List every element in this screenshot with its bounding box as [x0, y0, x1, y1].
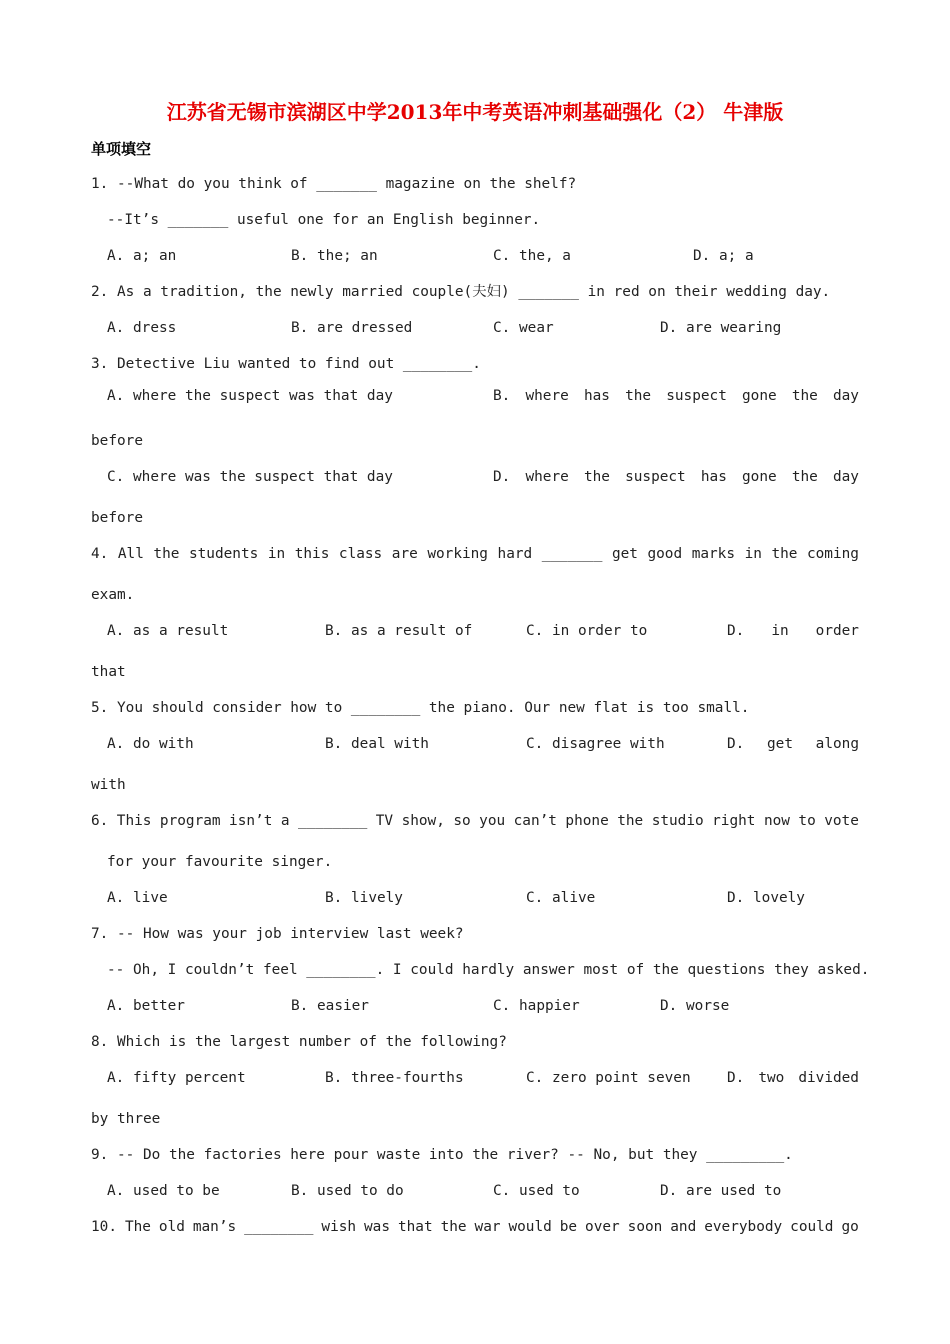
- word: are: [391, 546, 418, 562]
- word: man’s: [192, 1219, 237, 1235]
- word: This: [116, 813, 152, 829]
- question-1-line-2: --It’s _______ useful one for an English beginner.: [107, 212, 541, 228]
- word: the: [625, 388, 652, 404]
- question-3-option-c: C. where was the suspect that day: [107, 469, 393, 485]
- word: students: [188, 546, 259, 562]
- question-6-option-b: B. lively: [325, 890, 403, 906]
- word: isn’t: [229, 813, 273, 829]
- question-1-option-d: D. a; a: [693, 248, 754, 264]
- question-4-option-d: [727, 621, 859, 641]
- word: along: [815, 736, 859, 752]
- word: the: [583, 469, 610, 485]
- word: so: [453, 813, 471, 829]
- question-1-option-a: A. a; an: [107, 248, 177, 264]
- question-5-option-d: [727, 734, 859, 754]
- question-7-option-d: D. worse: [660, 998, 730, 1014]
- word: this: [294, 546, 330, 562]
- question-9-option-a: A. used to be: [107, 1183, 220, 1199]
- question-7-line-2: -- Oh, I couldn’t feel ________. I could hardly answer most of the questions they asked.: [107, 962, 870, 978]
- question-3-stem: 3. Detective Liu wanted to find out ________.: [91, 356, 481, 372]
- word: program: [159, 813, 221, 829]
- question-3-option-d-continued: before: [91, 510, 143, 526]
- word: order: [815, 623, 859, 639]
- question-1-stem: 1. --What do you think of _______ magazine on the shelf?: [91, 176, 577, 192]
- word: 10.: [91, 1219, 117, 1235]
- word: phone: [565, 813, 609, 829]
- question-2-stem: 2. As a tradition, the newly married couple(夫妇) _______ in red on their wedding day.: [91, 284, 831, 300]
- word: where: [525, 469, 569, 485]
- word: the: [440, 1219, 467, 1235]
- word: vote: [824, 813, 859, 829]
- question-5-option-a: A. do with: [107, 736, 194, 752]
- question-8-option-d: [727, 1068, 859, 1088]
- question-3-option-b: [493, 386, 859, 406]
- word: over: [585, 1219, 620, 1235]
- question-2-option-b: B. are dressed: [291, 320, 413, 336]
- word: get: [611, 546, 638, 562]
- question-9-stem: 9. -- Do the factories here pour waste into the river? -- No, but they _________.: [91, 1147, 793, 1163]
- word: that: [397, 1219, 433, 1235]
- word: get: [767, 736, 793, 752]
- question-4-option-a: A. as a result: [107, 623, 229, 639]
- word: old: [158, 1219, 185, 1235]
- word: to: [798, 813, 816, 829]
- question-4-stem-continued: exam.: [91, 587, 135, 603]
- question-2-option-c: C. wear: [493, 320, 554, 336]
- question-6-option-a: A. live: [107, 890, 168, 906]
- word: the: [791, 388, 818, 404]
- word: war: [474, 1219, 501, 1235]
- word: you: [479, 813, 506, 829]
- word: has: [700, 469, 727, 485]
- question-5-stem: 5. You should consider how to ________ the piano. Our new flat is too small.: [91, 700, 750, 716]
- question-2-option-a: A. dress: [107, 320, 177, 336]
- word: D.: [727, 1070, 745, 1086]
- word: day: [832, 469, 859, 485]
- word: wish: [321, 1219, 357, 1235]
- question-8-stem: 8. Which is the largest number of the following?: [91, 1034, 507, 1050]
- word: right: [712, 813, 756, 829]
- word: the: [617, 813, 644, 829]
- word: good: [647, 546, 683, 562]
- word: suspect: [625, 469, 686, 485]
- word: was: [364, 1219, 391, 1235]
- word: divided: [798, 1070, 859, 1086]
- word: hard: [497, 546, 533, 562]
- word: two: [758, 1070, 785, 1086]
- question-9-option-b: B. used to do: [291, 1183, 404, 1199]
- word: B.: [493, 388, 511, 404]
- question-5-option-d-continued: with: [91, 777, 126, 793]
- question-1-option-c: C. the, a: [493, 248, 571, 264]
- word: gone: [742, 388, 777, 404]
- answer-blank: _______: [541, 546, 603, 562]
- word: marks: [691, 546, 736, 562]
- word: and: [670, 1219, 697, 1235]
- question-6-option-d: D. lovely: [727, 890, 805, 906]
- question-3-option-b-continued: before: [91, 433, 143, 449]
- question-7-stem: 7. -- How was your job interview last week?: [91, 926, 464, 942]
- question-8-option-b: B. three-fourths: [325, 1070, 464, 1086]
- word: in: [744, 546, 762, 562]
- question-4-stem: [91, 544, 859, 564]
- question-4-option-b: B. as a result of: [325, 623, 473, 639]
- question-8-option-c: C. zero point seven: [526, 1070, 691, 1086]
- word: coming: [806, 546, 859, 562]
- question-6-stem-continued: for your favourite singer.: [107, 854, 333, 870]
- word: D.: [727, 736, 745, 752]
- question-4-option-c: C. in order to: [526, 623, 648, 639]
- word: could: [790, 1219, 834, 1235]
- word: D.: [493, 469, 511, 485]
- word: 4.: [91, 546, 109, 562]
- question-6-stem: [91, 811, 859, 831]
- word: show,: [401, 813, 445, 829]
- question-3-option-a: A. where the suspect was that day: [107, 388, 393, 404]
- word: 6.: [91, 813, 109, 829]
- word: go: [841, 1219, 859, 1235]
- word: TV: [375, 813, 394, 829]
- question-5-option-b: B. deal with: [325, 736, 429, 752]
- question-8-option-d-continued: by three: [91, 1111, 161, 1127]
- word: working: [427, 546, 488, 562]
- word: now: [763, 813, 790, 829]
- question-4-option-d-continued: that: [91, 664, 126, 680]
- question-9-option-d: D. are used to: [660, 1183, 782, 1199]
- question-9-option-c: C. used to: [493, 1183, 580, 1199]
- word: All: [117, 546, 144, 562]
- word: the: [791, 469, 818, 485]
- page-title: 江苏省无锡市滨湖区中学2013年中考英语冲刺基础强化（2） 牛津版: [166, 100, 784, 124]
- word: the: [153, 546, 180, 562]
- word: everybody: [704, 1219, 783, 1235]
- word: would: [508, 1219, 552, 1235]
- word: where: [525, 388, 569, 404]
- question-2-option-d: D. are wearing: [660, 320, 782, 336]
- word: studio: [651, 813, 704, 829]
- word: class: [338, 546, 383, 562]
- question-1-option-b: B. the; an: [291, 248, 378, 264]
- question-3-option-d: [493, 467, 859, 487]
- question-7-option-a: A. better: [107, 998, 185, 1014]
- word: D.: [727, 623, 745, 639]
- word: be: [559, 1219, 578, 1235]
- word: The: [124, 1219, 151, 1235]
- question-5-option-c: C. disagree with: [526, 736, 665, 752]
- word: in: [771, 623, 789, 639]
- question-7-option-b: B. easier: [291, 998, 369, 1014]
- word: day: [832, 388, 859, 404]
- word: suspect: [666, 388, 727, 404]
- word: a: [280, 813, 290, 829]
- question-10-stem: [91, 1217, 859, 1237]
- word: the: [771, 546, 798, 562]
- word: in: [267, 546, 286, 562]
- word: has: [583, 388, 610, 404]
- answer-blank: ________: [244, 1219, 314, 1235]
- answer-blank: ________: [297, 813, 368, 829]
- question-7-option-c: C. happier: [493, 998, 580, 1014]
- word: can’t: [513, 813, 557, 829]
- section-heading: 单项填空: [91, 140, 152, 158]
- question-6-option-c: C. alive: [526, 890, 596, 906]
- question-8-option-a: A. fifty percent: [107, 1070, 246, 1086]
- word: gone: [742, 469, 777, 485]
- word: soon: [627, 1219, 663, 1235]
